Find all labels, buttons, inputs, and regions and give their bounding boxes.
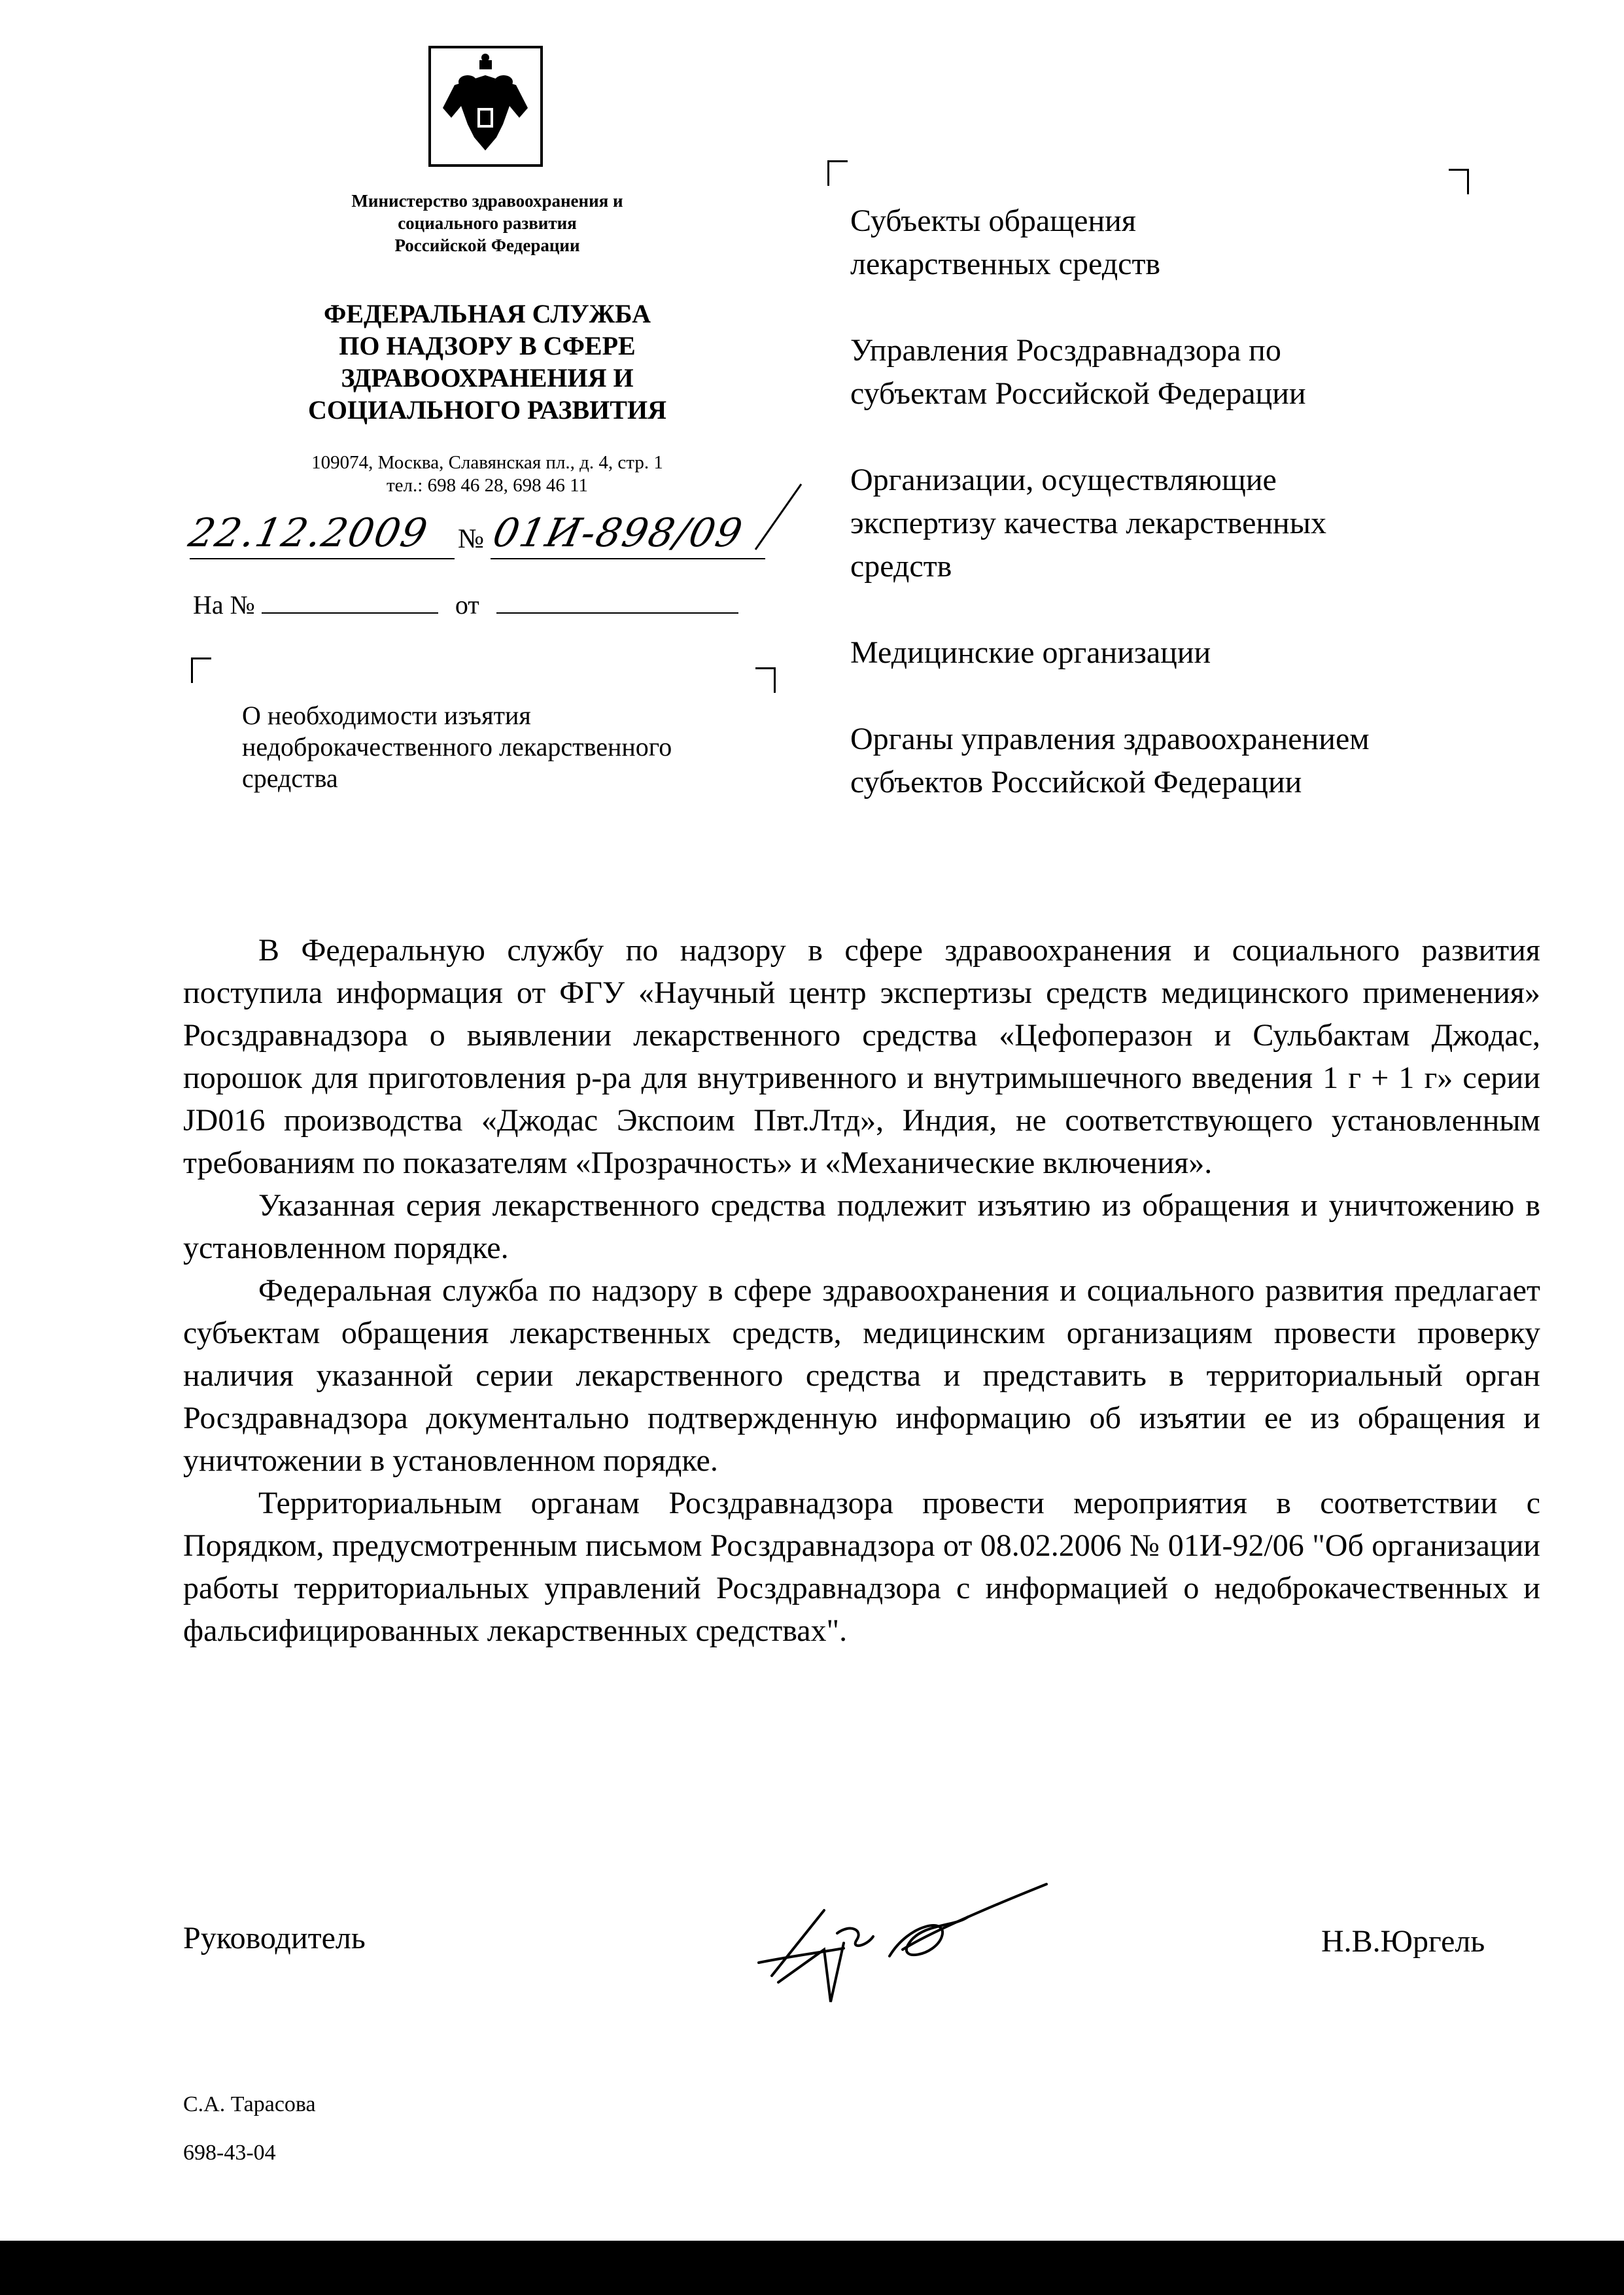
letter-body [183, 929, 1540, 1652]
service-line: ПО НАДЗОРУ В СФЕРЕ [339, 331, 636, 360]
addressee-line: Субъекты обращения [850, 203, 1136, 238]
reference-prefix: На № [193, 590, 255, 620]
addressee-item [850, 631, 1491, 674]
signatory-role: Руководитель [183, 1921, 366, 1955]
number-underline [491, 558, 765, 559]
ministry-line: Министерство здравоохранения и [351, 191, 623, 211]
corner-mark-top-left [191, 657, 211, 683]
service-line: СОЦИАЛЬНОГО РАЗВИТИЯ [308, 395, 666, 425]
addressee-line: средств [850, 549, 952, 584]
addressee-item [850, 329, 1491, 415]
body-paragraph: Федеральная служба по надзору в сфере здравоохранения и социального развития предлагает субъектам обращения лекарственных средств, медицинским организациям провести проверку наличия указанной серии лекарственного средства и представить в территориальный орган Росздравнадзора документально подтвержденную информацию об изъятии ее из обращения и уничтожении в установленном порядке. [183, 1273, 1540, 1478]
addressee-item [850, 459, 1491, 588]
corner-mark-top-right [1449, 169, 1469, 194]
addressee-line: субъектам Российской Федерации [850, 376, 1306, 411]
addressee-list [850, 200, 1491, 847]
executor-phone: 698-43-04 [183, 2141, 276, 2165]
double-headed-eagle-emblem-icon [428, 46, 543, 167]
body-paragraph: В Федеральную службу по надзору в сфере здравоохранения и социального развития поступила информация от ФГУ «Научный центр экспертизы средств медицинского применения» Росздравнадзора о выявлении лекарственного средства «Цефоперазон и Сульбактам Джодас, порошок для приготовления р-ра для внутривенного и внутримышечного введения 1 г + 1 г» серии JD016 производства «Джодас Экспоим Пвт.Лтд», Индия, не соответствующего установленным требованиям по показателям «Прозрачность» и «Механические включения». [183, 933, 1540, 1180]
corner-mark-top-left [827, 160, 848, 186]
letter-subject [242, 700, 798, 794]
handwritten-number: 01И-898/09 [489, 510, 748, 556]
reference-line [193, 589, 738, 620]
addressee-line: лекарственных средств [850, 247, 1161, 281]
number-sign: № [458, 524, 485, 554]
addressee-line: субъектов Российской Федерации [850, 765, 1302, 799]
handwritten-date: 22.12.2009 [184, 510, 432, 556]
scan-border [0, 2241, 1624, 2295]
address-line: 109074, Москва, Славянская пл., д. 4, стр. 1 [311, 452, 663, 473]
executor-info [183, 2080, 316, 2177]
service-line: ФЕДЕРАЛЬНАЯ СЛУЖБА [324, 299, 651, 328]
executor-name: С.А. Тарасова [183, 2092, 316, 2116]
ministry-line: Российской Федерации [394, 236, 580, 255]
reference-from: от [455, 590, 479, 620]
service-name [258, 298, 716, 426]
ministry-line: социального развития [398, 213, 577, 233]
addressee-line: Медицинские организации [850, 635, 1211, 670]
subject-line: недоброкачественного лекарственного [242, 732, 672, 762]
body-paragraph: Территориальным органам Росздравнадзора провести мероприятия в соответствии с Порядком, предусмотренным письмом Росздравнадзора от 08.02.2006 № 01И-92/06 "Об организации работы территориальных управлений Росздравнадзора с информацией о недоброкачественных и фальсифицированных лекарственных средствах". [183, 1486, 1540, 1648]
handwritten-signature-icon [733, 1871, 1060, 2028]
service-line: ЗДРАВООХРАНЕНИЯ И [341, 363, 634, 393]
service-address [232, 451, 742, 497]
addressee-item [850, 718, 1491, 804]
addressee-line: Органы управления здравоохранением [850, 722, 1370, 756]
pen-stroke-icon [752, 481, 804, 553]
corner-mark-top-right [755, 667, 776, 693]
subject-line: средства [242, 763, 338, 793]
reference-date-blank [496, 589, 738, 614]
signatory-name: Н.В.Юргель [1321, 1924, 1485, 1959]
addressee-line: Управления Росздравнадзора по [850, 333, 1281, 368]
addressee-item [850, 200, 1491, 286]
subject-line: О необходимости изъятия [242, 701, 531, 730]
body-paragraph: Указанная серия лекарственного средства подлежит изъятию из обращения и уничтожению в установленном порядке. [183, 1188, 1540, 1265]
addressee-line: экспертизу качества лекарственных [850, 506, 1326, 540]
phone-line: тел.: 698 46 28, 698 46 11 [387, 475, 588, 496]
date-underline [190, 558, 455, 559]
reference-number-blank [262, 589, 438, 614]
ministry-name [281, 190, 693, 256]
addressee-line: Организации, осуществляющие [850, 463, 1277, 497]
